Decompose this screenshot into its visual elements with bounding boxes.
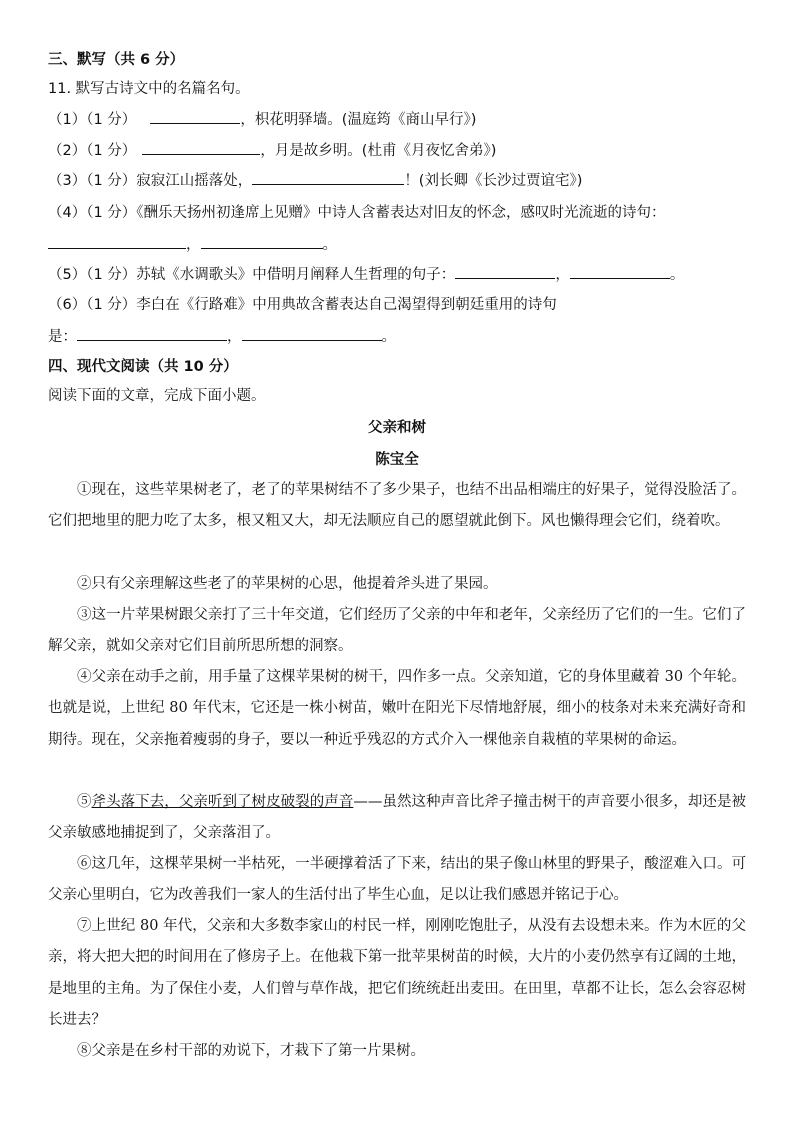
reading-instruction: 阅读下面的文章，完成下面小题。 <box>48 388 266 404</box>
answer-blank[interactable] <box>150 109 240 124</box>
article-author: 陈宝全 <box>375 452 419 468</box>
paragraph-2: ②只有父亲理解这些老了的苹果树的心思，他提着斧头进了果园。 <box>77 576 498 592</box>
answer-blank[interactable] <box>201 234 323 249</box>
answer-blank[interactable] <box>570 264 670 279</box>
underlined-sentence: 斧头落下去，父亲听到了树皮破裂的声音 <box>91 794 354 810</box>
question-11: 11. 默写古诗文中的名篇名句。 <box>48 81 250 97</box>
answer-blank[interactable] <box>455 264 555 279</box>
paragraph-4: ④父亲在动手之前，用手量了这棵苹果树的树干，四作多一点。父亲知道，它的身体里藏着 30 个年轮。也就是说，上世纪 80 年代末，它还是一株小树苗，嫩叶在阳光下尽情地舒展，细小的枝条对未来充满好奇和期待。现在，父亲拖着瘦弱的身子，要以一种近乎残忍的方式介入一棵他亲自栽植的苹果树的命运。 <box>48 669 746 748</box>
item-6-blanks: 是： ， 。 <box>48 326 746 347</box>
item-5: （5）（1 分）苏轼《水调歌头》中借明月阐释人生哲理的句子： ， 。 <box>48 264 746 285</box>
answer-blank[interactable] <box>242 326 382 341</box>
paragraph-6: ⑥这几年，这棵苹果树一半枯死，一半硬撑着活了下来，结出的果子像山林里的野果子，酸涩难入口。可父亲心里明白，它为改善我们一家人的生活付出了毕生心血，足以让我们感恩并铭记于心。 <box>48 856 746 904</box>
item-1: （1）（1 分） ，枳花明驿墙。(温庭筠《商山早行》) <box>48 109 746 130</box>
paragraph-7: ⑦上世纪 80 年代，父亲和大多数李家山的村民一样，刚刚吃饱肚子，从没有去设想未来。作为木匠的父亲，将大把大把的时间用在了修房子上。在他栽下第一批苹果树苗的时候，大片的小麦仍然享有辽阔的土地，是地里的主角。为了保住小麦，人们曾与草作战，把它们统统赶出麦田。在田里，草都不让长，怎么会容忍树长进去？ <box>48 918 746 1028</box>
item-4-blanks: ， 。 <box>48 234 746 255</box>
section-3-heading: 三、默写（共 6 分） <box>48 52 185 68</box>
answer-blank[interactable] <box>48 234 186 249</box>
paragraph-5: ⑤斧头落下去，父亲听到了树皮破裂的声音——虽然这种声音比斧子撞击树干的声音要小很多，却还是被父亲敏感地捕捉到了，父亲落泪了。 <box>48 794 747 842</box>
paragraph-3: ③这一片苹果树跟父亲打了三十年交道，它们经历了父亲的中年和老年，父亲经历了它们的一生。它们了解父亲，就如父亲对它们目前所思所想的洞察。 <box>48 607 746 655</box>
item-2: （2）（1 分） ，月是故乡明。(杜甫《月夜忆舍弟》) <box>48 140 746 161</box>
answer-blank[interactable] <box>252 170 404 185</box>
answer-blank[interactable] <box>77 326 227 341</box>
answer-blank[interactable] <box>142 140 260 155</box>
article-title: 父亲和树 <box>368 420 426 436</box>
item-6: （6）（1 分）李白在《行路难》中用典故含蓄表达自己渴望得到朝廷重用的诗句 <box>48 297 557 313</box>
item-4: （4）（1 分）《酬乐天扬州初逢席上见赠》中诗人含蓄表达对旧友的怀念，感叹时光流逝的诗句： <box>48 205 666 221</box>
section-4-heading: 四、现代文阅读（共 10 分） <box>48 359 238 375</box>
paragraph-1: ①现在，这些苹果树老了，老了的苹果树结不了多少果子，也结不出品相端庄的好果子，觉得没脸活了。它们把地里的肥力吃了太多，根又粗又大，却无法顺应自己的愿望就此倒下。风也懒得理会它们，绕着吹。 <box>48 482 746 530</box>
item-3: （3）（1 分）寂寂江山摇落处， ！(刘长卿《长沙过贾谊宅》) <box>48 170 746 191</box>
paragraph-8: ⑧父亲是在乡村干部的劝说下，才栽下了第一片果树。 <box>77 1043 425 1059</box>
